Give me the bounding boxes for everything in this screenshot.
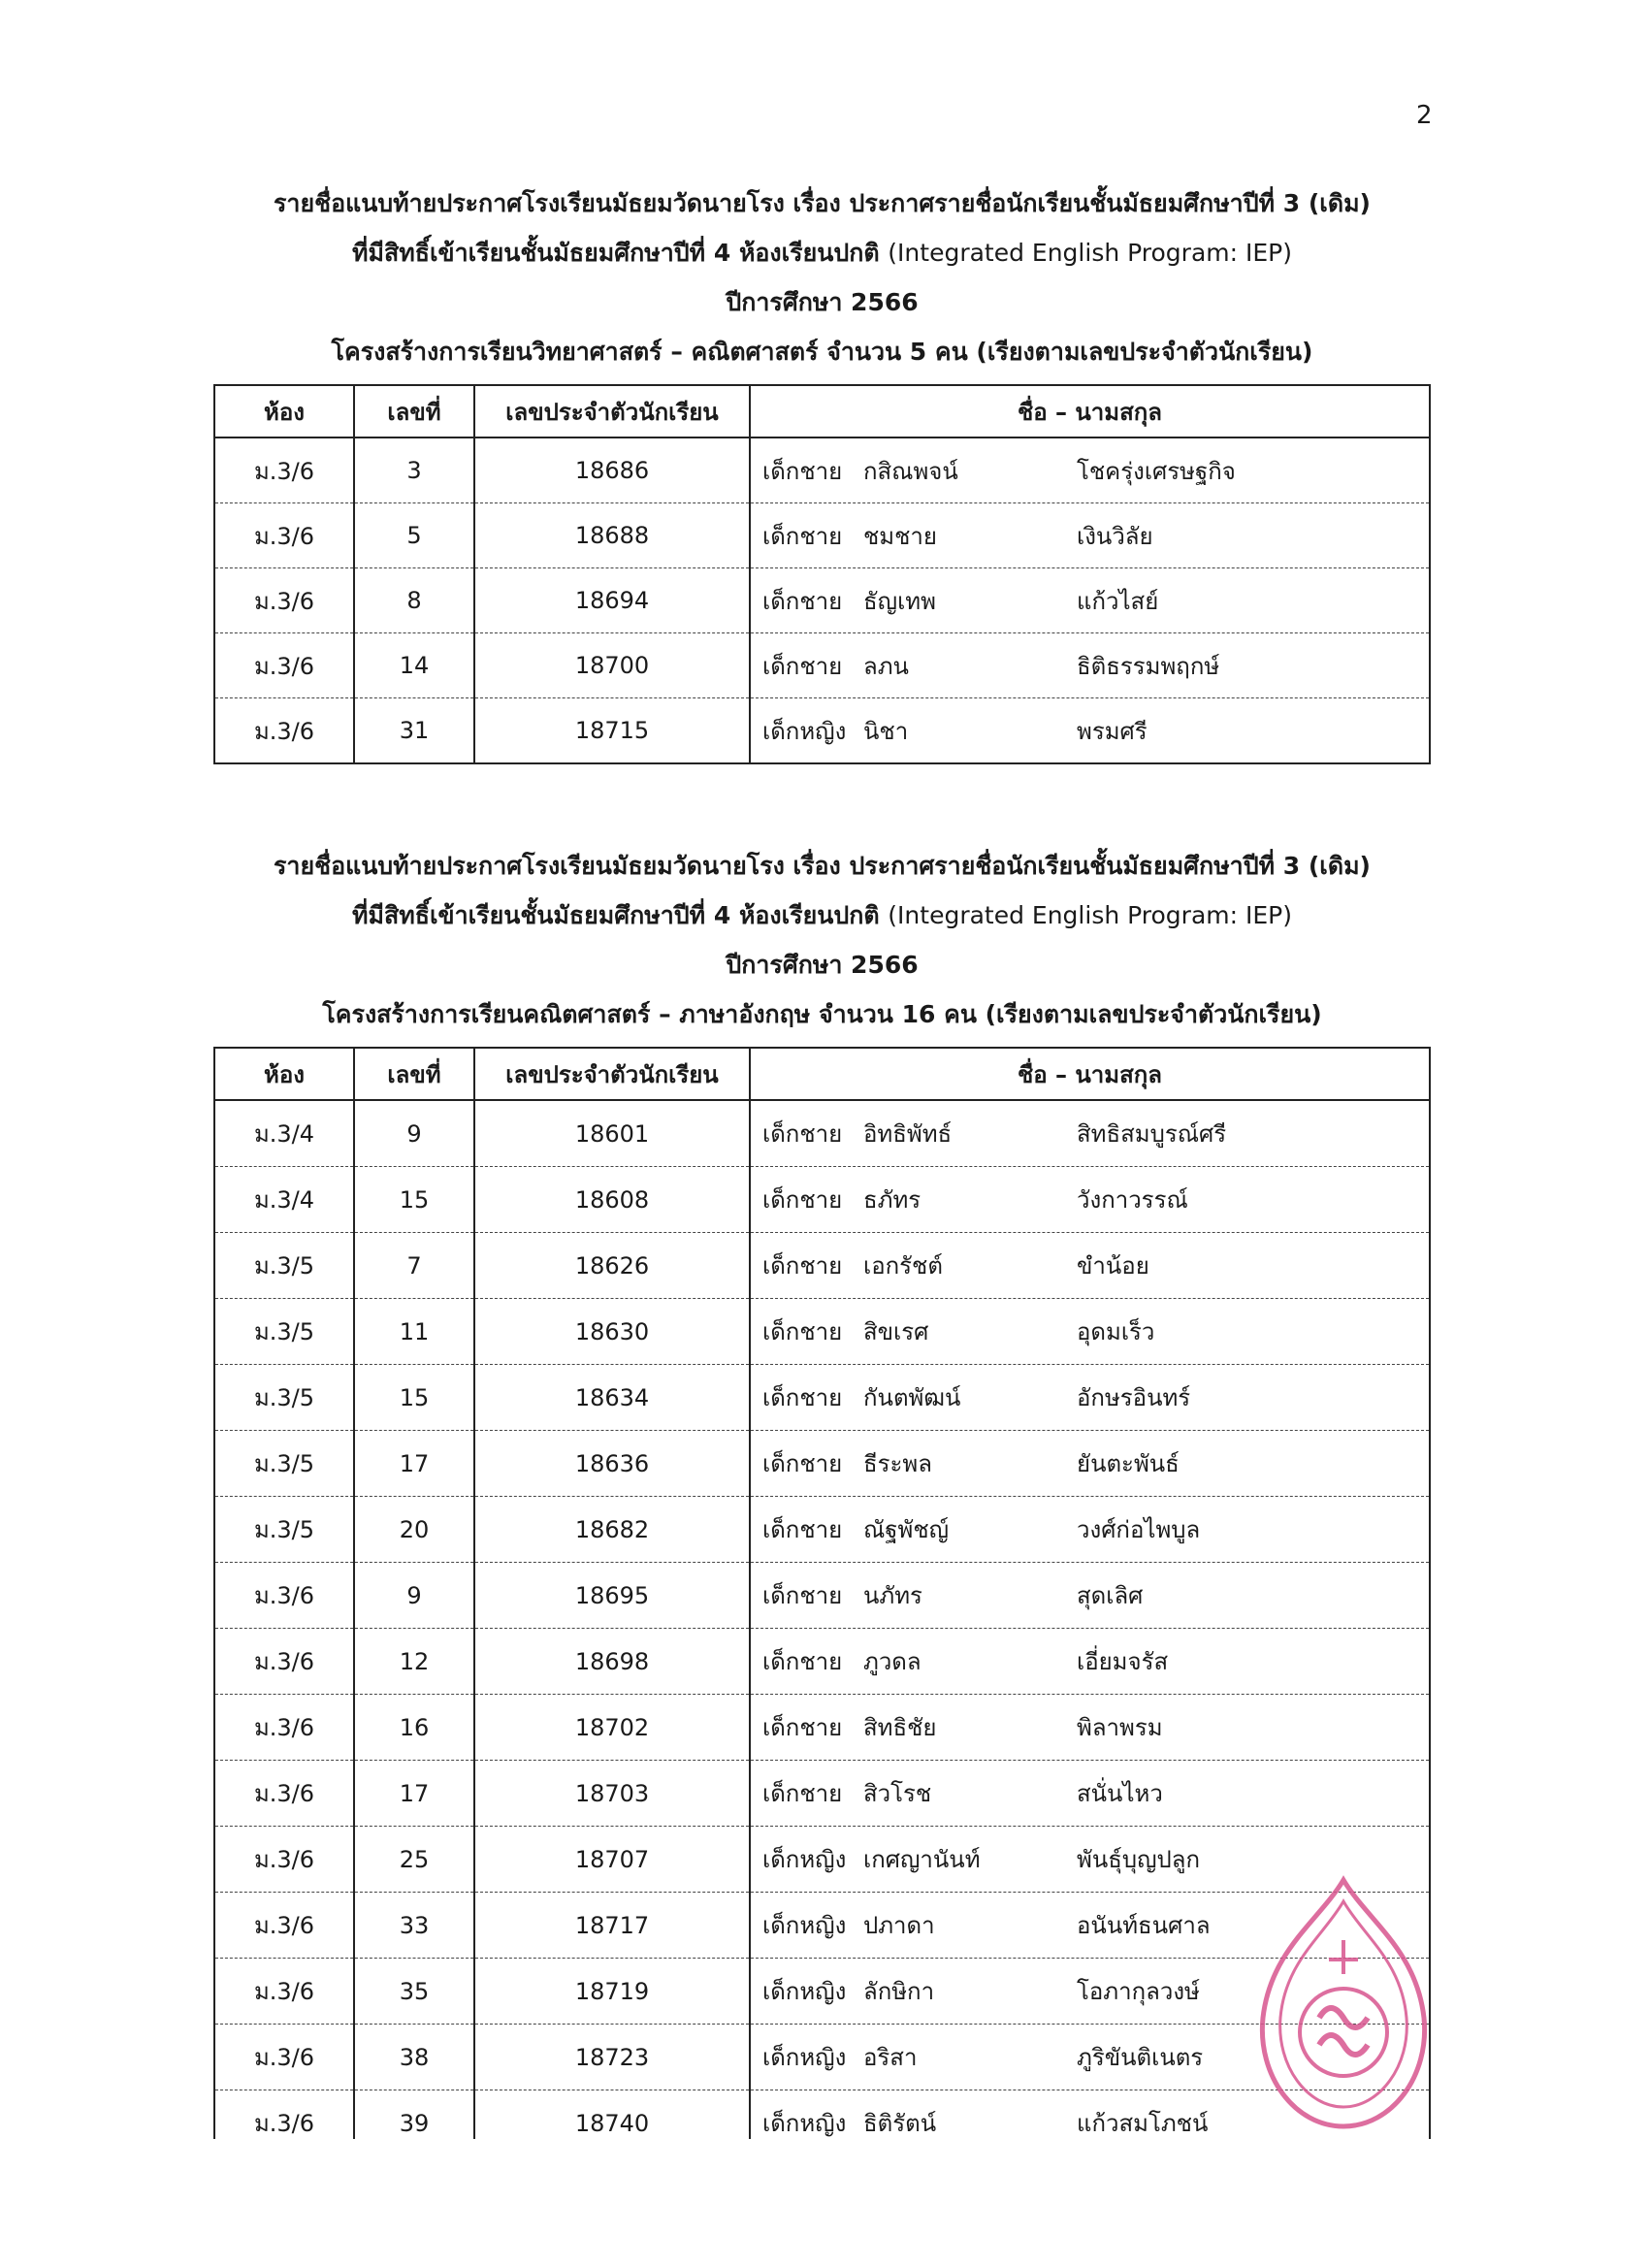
section-heading-2 [213, 236, 1431, 271]
col-header-student-id: เลขประจำตัวนักเรียน [474, 1048, 750, 1100]
cell-number: 9 [354, 1563, 474, 1629]
table-header-row [214, 385, 1430, 437]
col-header-room: ห้อง [214, 1048, 354, 1100]
academic-year: ปีการศึกษา 2566 [726, 288, 919, 316]
name-prefix: เด็กหญิง [762, 717, 847, 745]
cell-room: ม.3/6 [214, 1629, 354, 1695]
cell-room: ม.3/5 [214, 1365, 354, 1431]
name-prefix: เด็กชาย [762, 1252, 843, 1280]
cell-student-id: 18694 [474, 568, 750, 633]
table-row [214, 698, 1430, 764]
col-header-student-id: เลขประจำตัวนักเรียน [474, 385, 750, 437]
table-body [214, 1100, 1430, 2156]
first-name: อริสา [863, 2044, 918, 2071]
cell-room: ม.3/6 [214, 2090, 354, 2157]
first-name: กสิณพจน์ [863, 457, 958, 485]
first-name: ณัฐพัชญ์ [863, 1516, 950, 1543]
cell-student-id: 18700 [474, 633, 750, 698]
cell-room: ม.3/5 [214, 1233, 354, 1299]
cell-room: ม.3/6 [214, 2025, 354, 2090]
cell-student-id: 18634 [474, 1365, 750, 1431]
cell-number: 14 [354, 633, 474, 698]
table-row [214, 1629, 1430, 1695]
cell-room: ม.3/6 [214, 437, 354, 503]
first-name: เกศญานันท์ [863, 1846, 981, 1873]
cell-student-id: 18707 [474, 1827, 750, 1893]
cell-name [750, 1563, 1430, 1629]
cell-number: 7 [354, 1233, 474, 1299]
cell-name [750, 1695, 1430, 1761]
heading-2-thai: ที่มีสิทธิ์เข้าเรียนชั้นมัธยมศึกษาปีที่ 4 ห้องเรียนปกติ [352, 239, 889, 267]
cell-room: ม.3/6 [214, 1695, 354, 1761]
name-prefix: เด็กหญิง [762, 1978, 847, 2005]
first-name: ชมชาย [863, 522, 937, 550]
cell-number: 12 [354, 1629, 474, 1695]
last-name: สิทธิสมบูรณ์ศรี [1077, 1120, 1227, 1148]
cell-student-id: 18702 [474, 1695, 750, 1761]
table-row [214, 1695, 1430, 1761]
first-name: เอกรัชต์ [863, 1252, 943, 1280]
cell-name [750, 1497, 1430, 1563]
section-heading-3: โครงสร้างการเรียนวิทยาศาสตร์ – คณิตศาสตร์ จำนวน 5 คน (เรียงตามเลขประจำตัวนักเรียน) [331, 338, 1313, 366]
heading-2-english: (Integrated English Program: IEP) [888, 239, 1292, 267]
last-name: ขำน้อย [1077, 1252, 1149, 1280]
section-heading-1: รายชื่อแนบท้ายประกาศโรงเรียนมัธยมวัดนายโรง เรื่อง ประกาศรายชื่อนักเรียนชั้นมัธยมศึกษาปีที่ 3 (เดิม) [274, 852, 1371, 880]
col-header-number: เลขที่ [354, 1048, 474, 1100]
cell-name [750, 1100, 1430, 1167]
last-name: ธิติธรรมพฤกษ์ [1077, 652, 1220, 680]
table-row [214, 503, 1430, 568]
cell-student-id: 18740 [474, 2090, 750, 2157]
cell-name [750, 1431, 1430, 1497]
cell-student-id: 18723 [474, 2025, 750, 2090]
table-row [214, 1959, 1430, 2025]
last-name: วงศ์ก่อไพบูล [1077, 1516, 1201, 1543]
name-prefix: เด็กชาย [762, 652, 843, 680]
col-header-number: เลขที่ [354, 385, 474, 437]
name-prefix: เด็กชาย [762, 522, 843, 550]
last-name: ยันตะพันธ์ [1077, 1450, 1180, 1477]
cell-room: ม.3/6 [214, 1761, 354, 1827]
name-prefix: เด็กชาย [762, 1648, 843, 1675]
cell-name [750, 503, 1430, 568]
cell-name [750, 1365, 1430, 1431]
cell-number: 25 [354, 1827, 474, 1893]
table-row [214, 437, 1430, 503]
student-table [213, 1047, 1431, 2157]
last-name: พิลาพรม [1077, 1714, 1163, 1741]
first-name: สิขเรศ [863, 1318, 929, 1345]
last-name: สนั่นไหว [1077, 1780, 1163, 1807]
last-name: อักษรอินทร์ [1077, 1384, 1191, 1411]
cell-student-id: 18630 [474, 1299, 750, 1365]
table-row [214, 1167, 1430, 1233]
last-name: อนันท์ธนศาล [1077, 1912, 1211, 1939]
cell-name [750, 1761, 1430, 1827]
cell-student-id: 18703 [474, 1761, 750, 1827]
first-name: อิทธิพัทธ์ [863, 1120, 953, 1148]
cell-name [750, 1167, 1430, 1233]
last-name: เงินวิลัย [1077, 522, 1153, 550]
first-name: ธิติรัตน์ [863, 2110, 937, 2137]
name-prefix: เด็กหญิง [762, 1846, 847, 1873]
table-row [214, 633, 1430, 698]
cell-student-id: 18686 [474, 437, 750, 503]
cell-number: 20 [354, 1497, 474, 1563]
table-row [214, 1299, 1430, 1365]
heading-2-english: (Integrated English Program: IEP) [888, 901, 1292, 929]
cell-student-id: 18688 [474, 503, 750, 568]
cell-number: 15 [354, 1365, 474, 1431]
table-row [214, 2025, 1430, 2090]
last-name: โอภากุลวงษ์ [1077, 1978, 1200, 2005]
table-row [214, 1100, 1430, 1167]
first-name: สิวโรช [863, 1780, 932, 1807]
name-prefix: เด็กชาย [762, 1582, 843, 1609]
cell-name [750, 1233, 1430, 1299]
col-header-room: ห้อง [214, 385, 354, 437]
last-name: พรมศรี [1077, 717, 1148, 745]
cell-number: 9 [354, 1100, 474, 1167]
last-name: วังกาวรรณ์ [1077, 1186, 1188, 1214]
col-header-name: ชื่อ – นามสกุล [750, 1048, 1430, 1100]
section-science-math [213, 186, 1431, 764]
cell-number: 17 [354, 1761, 474, 1827]
cell-student-id: 18715 [474, 698, 750, 764]
last-name: ภูริขันติเนตร [1077, 2044, 1204, 2071]
last-name: พันธุ์บุญปลูก [1077, 1846, 1201, 1873]
name-prefix: เด็กชาย [762, 1714, 843, 1741]
cell-student-id: 18626 [474, 1233, 750, 1299]
section-heading-1: รายชื่อแนบท้ายประกาศโรงเรียนมัธยมวัดนายโรง เรื่อง ประกาศรายชื่อนักเรียนชั้นมัธยมศึกษาปีที่ 3 (เดิม) [274, 189, 1371, 217]
first-name: นิชา [863, 717, 909, 745]
table-row [214, 1893, 1430, 1959]
col-header-name: ชื่อ – นามสกุล [750, 385, 1430, 437]
cell-student-id: 18636 [474, 1431, 750, 1497]
table-row [214, 568, 1430, 633]
cell-room: ม.3/6 [214, 633, 354, 698]
last-name: อุดมเร็ว [1077, 1318, 1155, 1345]
cell-name [750, 633, 1430, 698]
name-prefix: เด็กชาย [762, 587, 843, 615]
cell-number: 3 [354, 437, 474, 503]
name-prefix: เด็กชาย [762, 1450, 843, 1477]
first-name: ลภน [863, 652, 909, 680]
name-prefix: เด็กหญิง [762, 2044, 847, 2071]
cell-room: ม.3/6 [214, 698, 354, 764]
last-name: แก้วไสย์ [1077, 587, 1159, 615]
cell-number: 5 [354, 503, 474, 568]
table-row [214, 1827, 1430, 1893]
cell-number: 35 [354, 1959, 474, 2025]
cell-student-id: 18608 [474, 1167, 750, 1233]
name-prefix: เด็กชาย [762, 1120, 843, 1148]
name-prefix: เด็กหญิง [762, 1912, 847, 1939]
first-name: ธีระพล [863, 1450, 932, 1477]
cell-room: ม.3/6 [214, 568, 354, 633]
page-bottom-blank [0, 2139, 1649, 2268]
last-name: โชครุ่งเศรษฐกิจ [1077, 457, 1236, 485]
cell-name [750, 568, 1430, 633]
first-name: นภัทร [863, 1582, 922, 1609]
first-name: กันตพัฒน์ [863, 1384, 961, 1411]
cell-room: ม.3/5 [214, 1431, 354, 1497]
cell-student-id: 18682 [474, 1497, 750, 1563]
table-row [214, 1365, 1430, 1431]
table-row [214, 1233, 1430, 1299]
school-seal-stamp-icon [1251, 1872, 1436, 2134]
table-body [214, 437, 1430, 763]
name-prefix: เด็กชาย [762, 457, 843, 485]
cell-student-id: 18719 [474, 1959, 750, 2025]
first-name: ธัญเทพ [863, 587, 936, 615]
cell-room: ม.3/5 [214, 1299, 354, 1365]
last-name: แก้วสมโภชน์ [1077, 2110, 1209, 2137]
first-name: ธภัทร [863, 1186, 922, 1214]
cell-number: 15 [354, 1167, 474, 1233]
cell-number: 39 [354, 2090, 474, 2157]
name-prefix: เด็กชาย [762, 1780, 843, 1807]
cell-number: 38 [354, 2025, 474, 2090]
first-name: ปภาดา [863, 1912, 935, 1939]
name-prefix: เด็กชาย [762, 1384, 843, 1411]
cell-room: ม.3/6 [214, 1893, 354, 1959]
table-row [214, 1563, 1430, 1629]
cell-room: ม.3/4 [214, 1100, 354, 1167]
table-row [214, 1431, 1430, 1497]
cell-student-id: 18695 [474, 1563, 750, 1629]
cell-name [750, 1299, 1430, 1365]
first-name: สิทธิชัย [863, 1714, 937, 1741]
last-name: เอี่ยมจรัส [1077, 1648, 1169, 1675]
cell-student-id: 18717 [474, 1893, 750, 1959]
cell-student-id: 18698 [474, 1629, 750, 1695]
cell-name [750, 437, 1430, 503]
cell-name [750, 698, 1430, 764]
cell-number: 11 [354, 1299, 474, 1365]
cell-number: 31 [354, 698, 474, 764]
cell-room: ม.3/6 [214, 503, 354, 568]
section-math-english [213, 849, 1431, 2157]
page-number: 2 [1416, 101, 1433, 130]
academic-year: ปีการศึกษา 2566 [726, 951, 919, 979]
cell-room: ม.3/5 [214, 1497, 354, 1563]
name-prefix: เด็กชาย [762, 1186, 843, 1214]
first-name: ลักษิกา [863, 1978, 935, 2005]
cell-number: 17 [354, 1431, 474, 1497]
name-prefix: เด็กชาย [762, 1516, 843, 1543]
last-name: สุดเลิศ [1077, 1582, 1144, 1609]
name-prefix: เด็กหญิง [762, 2110, 847, 2137]
cell-room: ม.3/6 [214, 1959, 354, 2025]
table-row [214, 1497, 1430, 1563]
first-name: ภูวดล [863, 1648, 922, 1675]
name-prefix: เด็กชาย [762, 1318, 843, 1345]
student-table [213, 384, 1431, 764]
table-header-row [214, 1048, 1430, 1100]
section-heading-2 [213, 898, 1431, 933]
cell-number: 8 [354, 568, 474, 633]
section-heading-3: โครงสร้างการเรียนคณิตศาสตร์ – ภาษาอังกฤษ จำนวน 16 คน (เรียงตามเลขประจำตัวนักเรียน) [322, 1000, 1322, 1028]
cell-room: ม.3/6 [214, 1827, 354, 1893]
heading-2-thai: ที่มีสิทธิ์เข้าเรียนชั้นมัธยมศึกษาปีที่ 4 ห้องเรียนปกติ [352, 901, 889, 929]
table-row [214, 1761, 1430, 1827]
cell-room: ม.3/4 [214, 1167, 354, 1233]
cell-room: ม.3/6 [214, 1563, 354, 1629]
cell-number: 16 [354, 1695, 474, 1761]
cell-number: 33 [354, 1893, 474, 1959]
cell-name [750, 1629, 1430, 1695]
cell-student-id: 18601 [474, 1100, 750, 1167]
